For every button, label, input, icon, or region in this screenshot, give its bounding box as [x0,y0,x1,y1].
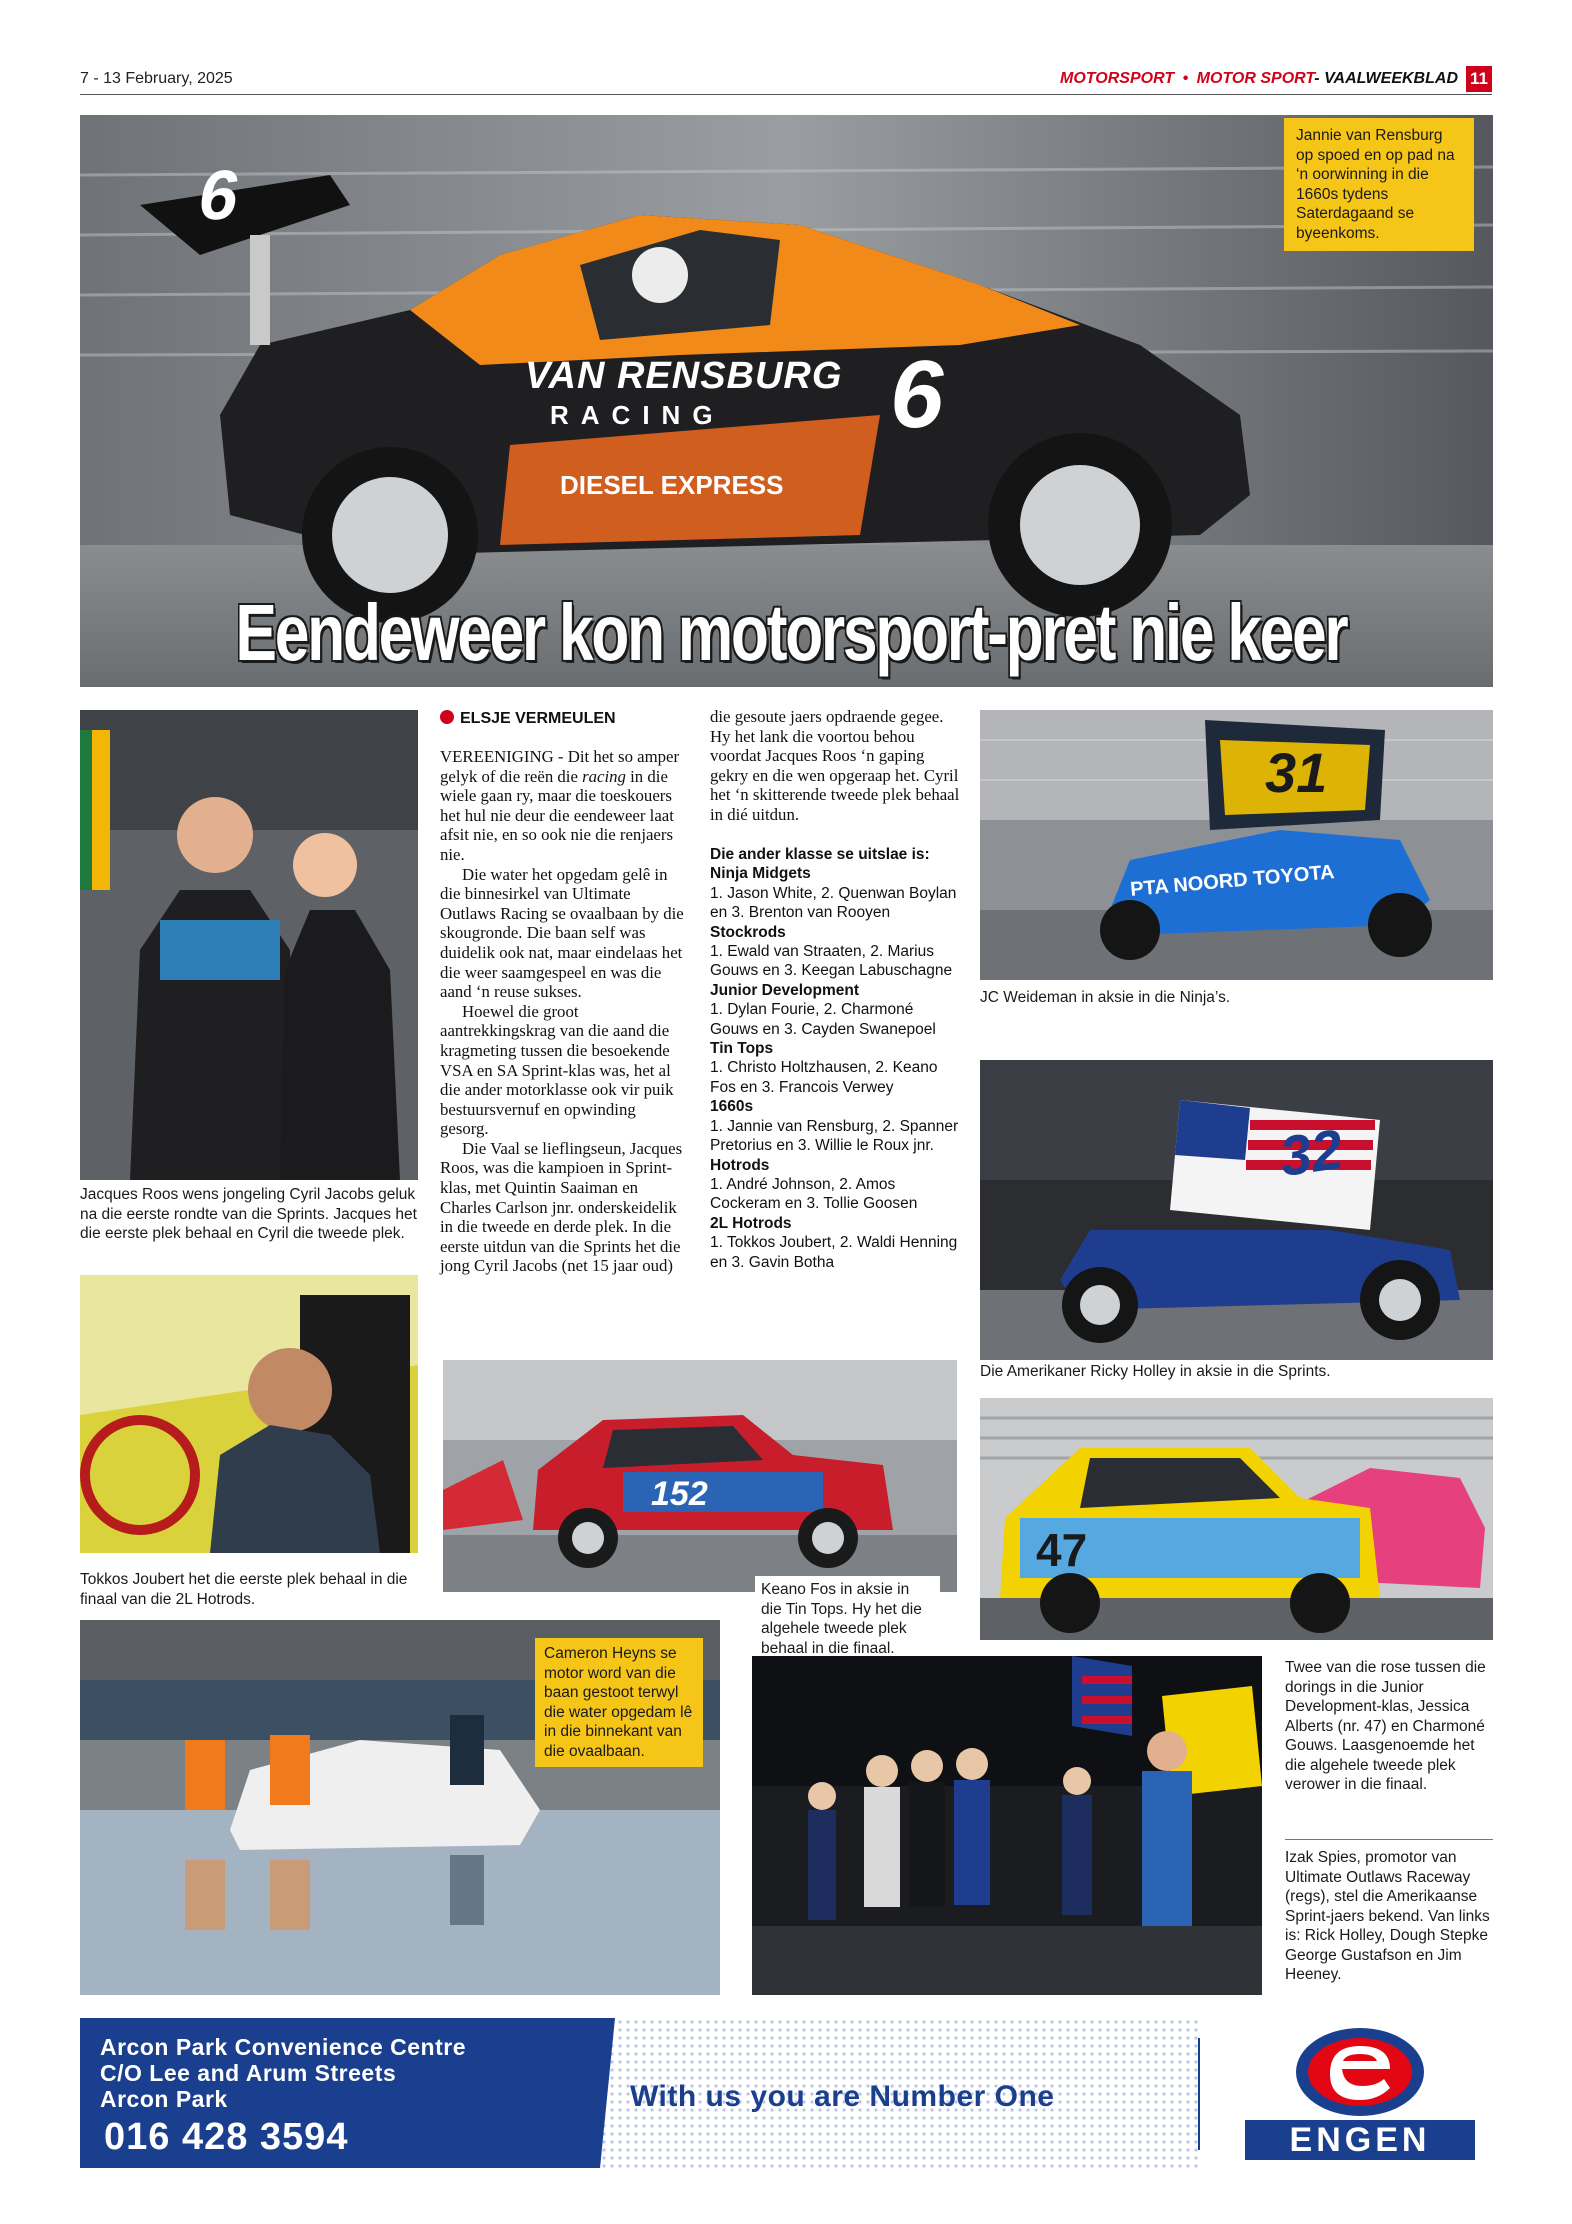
page-header [80,66,1492,96]
lead-car-number-rear: 6 [193,156,246,234]
results-block [710,845,960,1272]
result-class-name: Tin Tops [710,1040,774,1058]
result-class-text: 1. André Johnson, 2. Amos Cockeram en 3. Tollie Goosen [710,1175,918,1213]
ninja-caption: JC Weideman in aksie in die Ninja’s. [980,989,1231,1006]
article-paragraph-1 [440,747,685,865]
sprint-car-number: 32 [1275,1116,1347,1189]
article-paragraph-5: die gesoute jaers opdraende gegee. Hy het lank die voortou behou voordat Jacques Roos ‘n gaping gekry en die wen opgeraap het. Cyril het ‘n skitterende tweede plek behaal in dié uitdun. [710,707,960,824]
advert-slogan: With us you are Number One [630,2080,1055,2113]
result-class-name: Hotrods [710,1156,770,1174]
caption-divider [1285,1839,1493,1840]
advert [80,2018,1492,2168]
section-bullet: • [1182,70,1189,87]
joubert-caption: Tokkos Joubert het die eerste plek behaal in die finaal van die 2L Hotrods. [80,1571,408,1608]
result-class-name: 1660s [710,1098,754,1116]
header-rule [80,94,1492,95]
result-class-name: Ninja Midgets [710,865,811,883]
advert-address-line3: Arcon Park [100,2086,228,2112]
joubert-photo [80,1275,418,1553]
results-heading: Die ander klasse se uitslae is: [710,846,930,863]
result-class-text: 1. Tokkos Joubert, 2. Waldi Henning en 3. Gavin Botha [710,1234,958,1271]
article-paragraph-4: Die Vaal se lieflingseun, Jacques Roos, was die kampioen in Sprint-klas, met Quintin Saaiman en Charles Carlson jnr. onderskeidelik in die tweede en derde plek. In die eerste uitdun van die Sprints het die jong Cyril Jacobs (net 15 jaar oud) [440,1138,683,1276]
article-paragraph-3: Hoewel die groot aantrekkingskrag van die aand die kragmeting tussen die besoekende VSA en SA Sprint-klas was, het al die ander motorklasse ook vir puik bestuursvernuf en opwinding gesorg. [440,1001,674,1139]
article-paragraph-2: Die water het opgedam gelê in die binnesirkel van Ultimate Outlaws Racing se ovaalbaan by die skougronde. Die baan self was duidelik ook nat, maar eindelaas het die weer saamgespeel en was die aand ‘n reuse sukses. [440,864,684,1002]
byline-dot [440,710,454,724]
advert-phone: 016 428 3594 [104,2116,349,2158]
roos-caption: Jacques Roos wens jongeling Cyril Jacobs geluk na die eerste rondte van die Sprints. Jacques het die eerste plek behaal en Cyril die tweede plek. [80,1186,417,1242]
article-p1-b: in die wiele gaan ry, maar die toeskouers het hul nie deur die eendeweer laat afsit nie, en so ook nie die renjaers nie. [440,766,674,864]
roos-jacobs-photo [80,710,418,1180]
pink-caption: Twee van die rose tussen die dorings in die Junior Development-klas, Jessica Alberts (nr. 47) en Charmoné Gouws. Laasgenoemde het die algehele tweede plek verower in die finaal. [1285,1659,1486,1793]
section-b: MOTOR SPORT [1196,70,1315,87]
byline [440,710,616,728]
lead-caption: Jannie van Rensburg op spoed en op pad na ‘n oorwinning in die 1660s tydens Saterdagaand se byeenkoms. [1284,118,1474,251]
fos-caption: Keano Fos in aksie in die Tin Tops. Hy het die algehele tweede plek behaal in die finaal. [755,1576,940,1662]
ninja-photo [980,710,1493,980]
spies-caption: Izak Spies, promotor van Ultimate Outlaws Raceway (regs), stel die Amerikaanse Sprint-jaers bekend. Van links is: Rick Holley, Dough Stepke George Gustafson en Jim Heeney. [1285,1849,1490,1983]
lead-photo [80,115,1493,687]
ninja-car-number: 31 [1265,741,1328,804]
spies-photo [752,1656,1262,1995]
byline-name: ELSJE VERMEULEN [460,710,616,727]
heyns-caption: Cameron Heyns se motor word van die baan gestoot terwyl die water opgedam lê in die binnekant van die ovaalbaan. [535,1638,703,1767]
junior-dev-photo [980,1398,1493,1640]
advert-divider [1198,2038,1200,2150]
junior-car-number: 47 [1036,1524,1088,1576]
ninja-sponsor: PTA NOORD TOYOTA [1129,861,1336,901]
article-column-1 [440,747,685,1276]
fos-photo [443,1360,957,1592]
sprint-photo [980,1060,1493,1360]
section-label [1060,70,1458,88]
article-p1-a: Dit het so amper gelyk of die reën die [440,747,680,786]
headline: Eendeweer kon motorsport-pret nie keer [235,588,1347,677]
fos-car-number: 152 [651,1475,708,1513]
lead-sponsor: DIESEL EXPRESS [560,470,784,500]
result-class-text: 1. Jannie van Rensburg, 2. Spanner Pretorius en 3. Willie le Roux jnr. [710,1117,959,1155]
section-a: MOTORSPORT [1060,70,1175,87]
result-class-name: Stockrods [710,923,786,941]
issue-date: 7 - 13 February, 2025 [80,70,233,87]
result-class-name: Junior Development [710,981,859,999]
lead-livery-name: VAN RENSBURG [525,355,843,397]
advert-address-line1: Arcon Park Convenience Centre [100,2034,467,2060]
engen-logo [1240,2024,1480,2162]
page-number: 11 [1466,66,1492,92]
result-class-text: 1. Ewald van Straaten, 2. Marius Gouws en 3. Keegan Labuschagne [710,943,953,980]
article-dateline: VEREENIGING - [440,747,568,766]
lead-car-number-door: 6 [890,341,944,448]
article-p1-italic: racing [582,766,626,786]
article-column-2 [710,707,960,825]
result-class-text: 1. Dylan Fourie, 2. Charmoné Gouws en 3. Cayden Swanepoel [710,1001,936,1038]
result-class-name: 2L Hotrods [710,1214,792,1232]
sprint-caption: Die Amerikaner Ricky Holley in aksie in die Sprints. [980,1363,1331,1380]
result-class-text: 1. Jason White, 2. Quenwan Boylan en 3. Brenton van Rooyen [710,884,957,922]
paper-name: - VAALWEEKBLAD [1314,70,1458,87]
advert-address-line2: C/O Lee and Arum Streets [100,2060,397,2086]
result-class-text: 1. Christo Holtzhausen, 2. Keano Fos en 3. Francois Verwey [710,1059,938,1096]
lead-livery-racing: RACING [550,400,725,430]
engen-wordmark: ENGEN [1289,2121,1431,2159]
